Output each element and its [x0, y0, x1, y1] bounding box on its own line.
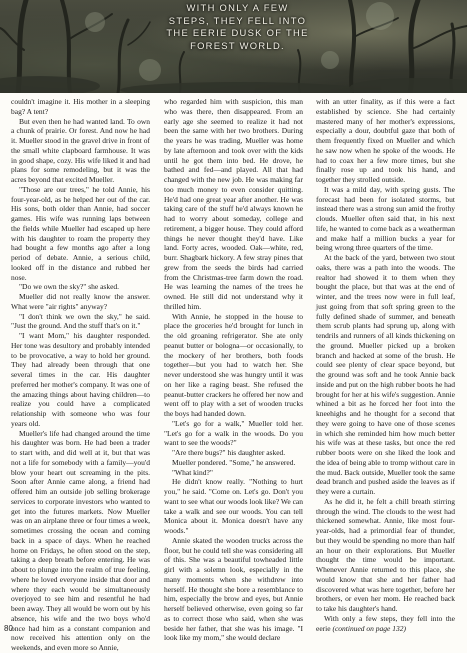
paragraph: "Those are our trees," he told Annie, his four-year-old, as he helped her out of the car. His sons, both older than Annie, had soccer games. His wife was running laps between the fields while Mueller had escaped up here with his daughter to roam the property they had bought a few months ago after a long period of debate. Annie, a serious child, looked off in the distance and rubbed her nose. — [11, 184, 150, 282]
paragraph: But even then he had wanted land. To own a chunk of prairie. Or forest. And now he had it. Mueller stood in the gravel drive in front of the small white clapboard farmhouse. It was in good shape, cozy. His wife liked it and had plans for some remodeling, but it was the acres beyond that excited Mueller. — [11, 116, 150, 184]
paragraph: couldn't imagine it. His mother in a sleeping bag? A tent? — [11, 97, 150, 116]
header-forest-image — [0, 0, 467, 93]
text-column-3 — [316, 97, 455, 633]
paragraph: With Annie, he stopped in the house to place the groceries he'd brought for lunch in the old groaning refrigerator. She ate only peanut butter or bologna—or occasionally, to the mockery of her brothers, both foods together—but you had to watch her. She never understood she was hungry until it was on her like a raging beast. She refused the peanut-butter crackers he offered her now and went off to play with a set of wooden trucks the boys had handed down. — [164, 311, 303, 418]
paragraph: Annie skated the wooden trucks across the floor, but he could tell she was considering all of this. She was a beautiful towheaded little girl with a solemn look, especially in the many moments when she withdrew into herself. He thought she bore a resemblance to him, especially the brow and eyes, but Annie herself believed otherwise, even going so far as to correct those who said, when she was beside her father, that she was his image. "I look like my mom," she would declare — [164, 535, 303, 643]
paragraph: "Do we own the sky?" she asked. — [19, 282, 120, 292]
paragraph: "Let's go for a walk," Mueller told her. "Let's go for a walk in the woods. Do you want to see the woods?" — [164, 418, 303, 448]
paragraph-text: With only a few steps, they fell into the eerie — [316, 613, 455, 633]
pull-quote-line: WITH ONLY A FEW — [186, 2, 289, 13]
paragraph: Mueller pondered. "Some," he answered. — [172, 457, 296, 467]
pull-quote-line: THE EERIE DUSK OF THE — [166, 27, 309, 39]
pull-quote-line: FOREST WORLD. — [190, 39, 285, 51]
paragraph-last — [316, 614, 455, 634]
paragraph: At the back of the yard, between two stout oaks, there was a path into the woods. The realtor had showed it to them when they bought the place, but that was at the end of winter, and the trees now were in full leaf, just going from that soft spring green to the fully defined shade of summer, and beneath them scrub plants had sprung up, along with tendrils and runners of all kinds thickening on the ground. Mueller picked up a broken branch and hacked at some of the brush. He could see plenty of clear space beyond, but the ground was soft and he took Annie back inside and put on the high rubber boots he had brought for her at his wife's suggestion. Annie whined a bit as he forced her foot into the kneehighs and he thought for a second that they were going to have one of those scenes in which she reminded him how much better his wife was at these tasks, but once the red rubber boots were on she liked the look and the idea of being able to tromp without care in the mud. Back outside, Mueller took the same dead branch and pushed aside the leaves as if they were a curtain. — [316, 253, 455, 496]
paragraph: "I don't think we own the sky," he said. "Just the ground. And the stuff that's on it." — [11, 311, 150, 331]
paragraph: "Are there bugs?" his daughter asked. — [172, 448, 286, 457]
paragraph: "What kind?" — [172, 467, 213, 477]
paragraph: He didn't know really. "Nothing to hurt you," he said. "Come on. Let's go. Don't you want to see what our woods look like? We can take a walk and see our woods. You can tell Monica about it. Monica doesn't have any woods." — [164, 477, 304, 535]
paragraph: "I want Mom," his daughter responded. Her tone was desultory and probably intended to be provocative, a way to hold her ground. They had already been through that one several times in the car. His daughter preferred her mother's company. It was one of the amazing things about having children—to realize you could have a complicated relationship with someone who was four years old. — [11, 331, 150, 428]
continued-note: (continued on page 132) — [332, 623, 406, 633]
paragraph: Mueller did not really know the answer. What were "air rights" anyway? — [11, 292, 150, 311]
text-column-1 — [11, 97, 150, 653]
pull-quote-line: STEPS, THEY FELL INTO — [168, 14, 307, 26]
text-column-2 — [164, 97, 303, 643]
paragraph: with an utter finality, as if this were a fact established by science. She had certainly mastered many of her mother's expressions, especially a dour, doubtful gaze that both of them frequently fixed on Mueller and which he saw now when he spoke of the woods. He had to coax her a few more times, but she finally rose up and took his hand, and together they strolled outside. — [316, 97, 455, 184]
paragraph: Mueller's life had changed around the time his daughter was born. He had been a trader to start with, and did well at it, but that was not a life for somebody with a family—you'd blow your heart out screaming in the pits. Soon after Annie came along, a friend had offered him an outside job selling brokerage services to corporate investors who wanted to get into the futures markets. Now Mueller was on an airplane three or four times a week, sometimes crossing the ocean and coming back in a space of days. When he reached home on Fridays, he often stood on the step, taking a deep breath before entering. He was about to plunge into the realm of true feeling, where he loved everyone inside that door and where they each would be simultaneously overjoyed to see him and resentful he had been away. They all would be worn out by his absence, his wife and the two boys who'd once had him as a constant companion and now received his attention only on the weekends, and even more so Annie, — [11, 428, 150, 652]
pull-quote — [150, 2, 325, 52]
paragraph: It was a mild day, with spring gusts. The forecast had been for isolated storms, but instead there was a strong sun amid the frothy clouds. Mueller often said that, in his next life, he wanted to come back as a weatherman and make half a million bucks a year for being wrong three quarters of the time. — [316, 184, 455, 253]
paragraph: who regarded him with suspicion, this man who was there, then disappeared. From an early age she seemed to realize it had not been the same with her two brothers. During the years he was trading, Mueller was home by late afternoon and took over with the kids until he got them into bed. He drove, he bathed and fed—and played. All that had changed with the new job. He was making far too much money to even consider quitting. He'd had one great year after another. He was taking care of the stuff he'd always known he had to worry about someday, college and retirement, a bigger house. They could afford things he never thought they'd have. Like land. Forty acres, wooded. Oak—white, red, burr. Shagbark hickory. A few stray pines that grew from the seeds the birds had carried from the Christmas-tree farm down the road. He was learning the names of the trees he owned. He still did not understand why it thrilled him. — [164, 97, 303, 311]
page-number: 80 — [4, 624, 13, 633]
paragraph: As he did it, he felt a chill breath stirring through the wind. The clouds to the west had thickened somewhat. Annie, like most four-year-olds, had a primordial fear of thunder, but they would be spending no more than half an hour on their explorations. But Mueller thought the time would be important. Whenever Annie returned to this place, she would know that she and her father had discovered what was here together, before her brothers, or even her mom. He reached back to take his daughter's hand. — [316, 496, 455, 613]
